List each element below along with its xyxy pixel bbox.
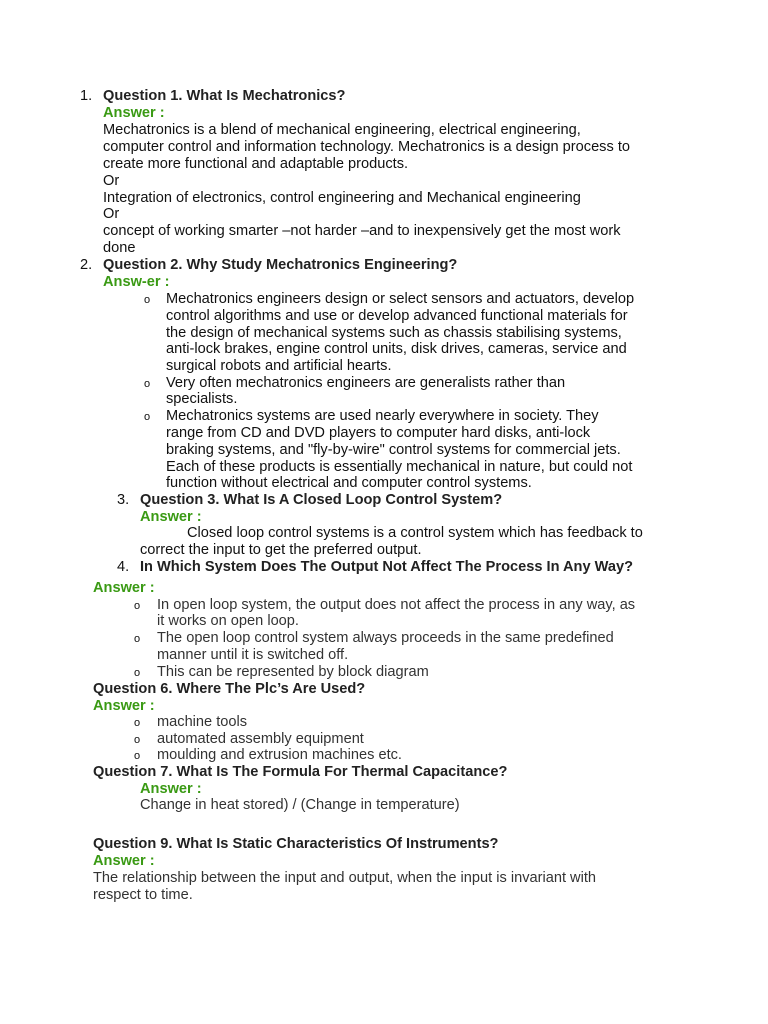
q2-bullet-line: control algorithms and use or develop advanced functional materials for [166, 308, 628, 324]
q4-heading: In Which System Does The Output Not Affect The Process In Any Way? [140, 559, 634, 575]
bullet-icon: o [134, 717, 141, 729]
q4-bullet-line: The open loop control system always proceeds in the same predefined [157, 630, 614, 646]
q2-bullet-line: surgical robots and artificial hearts. [166, 358, 392, 374]
q3-text-line: correct the input to get the preferred output. [140, 542, 422, 558]
bullet-icon: o [134, 734, 141, 746]
q1-text-line: concept of working smarter –not harder –and to inexpensively get the most work [103, 223, 621, 239]
q4-bullet-line: manner until it is switched off. [157, 647, 349, 663]
q7-heading: Question 7. What Is The Formula For Thermal Capacitance? [93, 764, 508, 780]
q2-answer-label: Answ-er : [103, 274, 170, 290]
bullet-icon: o [134, 667, 141, 679]
q4-bullet-line: it works on open loop. [157, 613, 299, 629]
q7-text-line: Change in heat stored) / (Change in temperature) [140, 797, 460, 813]
q7-answer-label: Answer : [140, 781, 202, 797]
q1-text-line: done [103, 240, 136, 256]
q4-bullet-line: In open loop system, the output does not affect the process in any way, as [157, 597, 636, 613]
q1-text-line: Or [103, 206, 120, 222]
q1-text-line: Integration of electronics, control engineering and Mechanical engineering [103, 190, 581, 206]
q6-answer-label: Answer : [93, 698, 155, 714]
q1-text-line: Mechatronics is a blend of mechanical engineering, electrical engineering, [103, 122, 581, 138]
q6-heading: Question 6. Where The Plc’s Are Used? [93, 681, 366, 697]
q2-bullet-line: range from CD and DVD players to computer hard disks, anti-lock [166, 425, 591, 441]
q9-answer-label: Answer : [93, 853, 155, 869]
bullet-icon: o [144, 294, 151, 306]
bullet-icon: o [134, 633, 141, 645]
q4-bullet-line: This can be represented by block diagram [157, 664, 429, 680]
q2-bullet-line: Mechatronics engineers design or select sensors and actuators, develop [166, 291, 635, 307]
q1-text-line: computer control and information technology. Mechatronics is a design process to [103, 139, 630, 155]
q4-number: 4. [117, 559, 130, 575]
bullet-icon: o [134, 750, 141, 762]
q1-answer-label: Answer : [103, 105, 165, 121]
q3-answer-label: Answer : [140, 509, 202, 525]
bullet-icon: o [144, 411, 151, 423]
q4-answer-label: Answer : [93, 580, 155, 596]
q1-number: 1. [80, 88, 93, 104]
q2-bullet-line: anti-lock brakes, engine control units, disk drives, cameras, service and [166, 341, 627, 357]
q9-text-line: respect to time. [93, 887, 193, 903]
q3-number: 3. [117, 492, 130, 508]
q6-bullet-line: moulding and extrusion machines etc. [157, 747, 402, 763]
q1-text-line: create more functional and adaptable products. [103, 156, 409, 172]
q2-bullet-line: Mechatronics systems are used nearly everywhere in society. They [166, 408, 599, 424]
q2-number: 2. [80, 257, 93, 273]
q1-text-line: Or [103, 173, 120, 189]
q9-heading: Question 9. What Is Static Characteristics Of Instruments? [93, 836, 499, 852]
q3-heading: Question 3. What Is A Closed Loop Control System? [140, 492, 503, 508]
q2-bullet-line: Very often mechatronics engineers are generalists rather than [166, 375, 566, 391]
q2-bullet-line: Each of these products is essentially mechanical in nature, but could not [166, 459, 633, 475]
bullet-icon: o [144, 378, 151, 390]
q2-bullet-line: specialists. [166, 391, 238, 407]
q2-bullet-line: braking systems, and "fly-by-wire" control systems for commercial jets. [166, 442, 621, 458]
q1-heading: Question 1. What Is Mechatronics? [103, 88, 346, 104]
q2-bullet-line: function without electrical and computer control systems. [166, 475, 532, 491]
q9-text-line: The relationship between the input and output, when the input is invariant with [93, 870, 596, 886]
q3-text-line: Closed loop control systems is a control system which has feedback to [187, 525, 643, 541]
q6-bullet-line: automated assembly equipment [157, 731, 364, 747]
q6-bullet-line: machine tools [157, 714, 248, 730]
q2-bullet-line: the design of mechanical systems such as chassis stabilising systems, [166, 325, 622, 341]
q2-heading: Question 2. Why Study Mechatronics Engineering? [103, 257, 458, 273]
bullet-icon: o [134, 600, 141, 612]
